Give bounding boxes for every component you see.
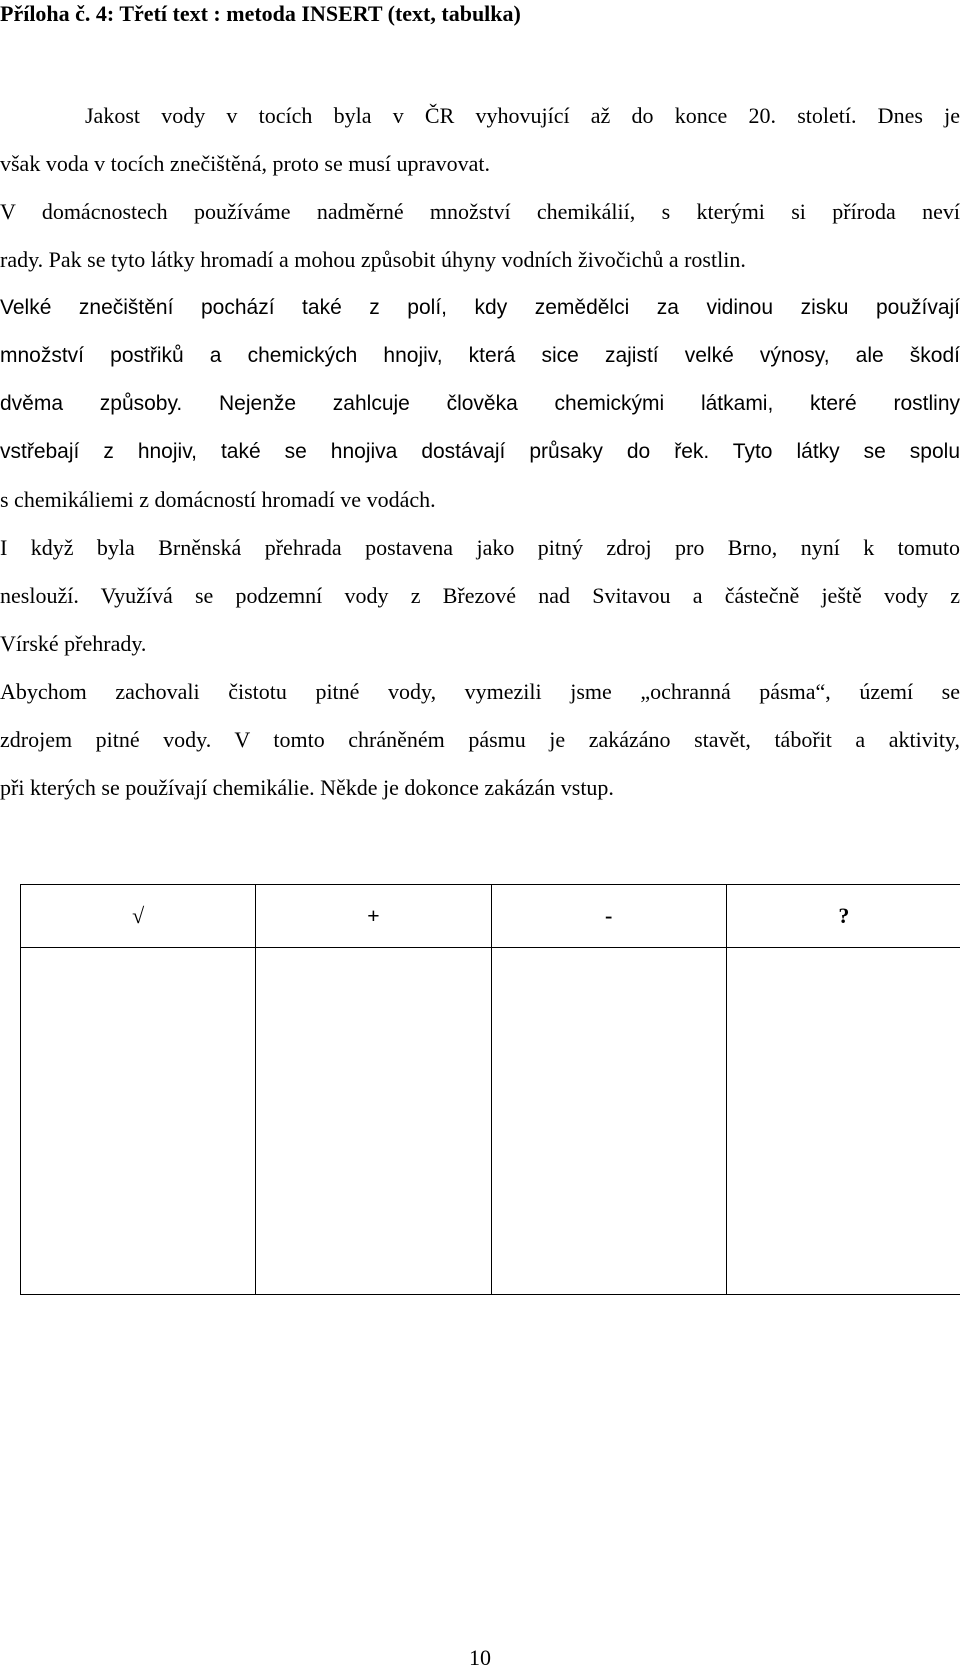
text-line: Jakost vody v tocích byla v ČR vyhovující až do konce 20. století. Dnes je — [85, 103, 960, 128]
page-heading: Příloha č. 4: Třetí text : metoda INSERT (text, tabulka) — [0, 1, 521, 26]
text-line: však voda v tocích znečištěná, proto se musí upravovat. — [0, 151, 490, 176]
table-cell-check — [21, 948, 256, 1295]
table-cell-question — [726, 948, 960, 1295]
text-line: dvěma způsoby. Nejenže zahlcuje člověka chemickými látkami, které rostliny — [0, 392, 960, 415]
text-line: neslouží. Využívá se podzemní vody z Březové nad Svitavou a částečně ještě vody z — [0, 583, 960, 608]
text-line: množství postřiků a chemických hnojiv, která sice zajistí velké výnosy, ale škodí — [0, 344, 960, 367]
insert-table — [20, 884, 960, 1295]
header-check: √ — [21, 885, 256, 948]
text-line: vstřebají z hnojiv, také se hnojiva dostávají průsaky do řek. Tyto látky se spolu — [0, 440, 960, 463]
header-plus: + — [256, 885, 491, 948]
article-text — [0, 92, 960, 812]
table-header-row — [21, 885, 960, 948]
table-row — [21, 948, 960, 1295]
text-line: s chemikáliemi z domácností hromadí ve vodách. — [0, 487, 436, 512]
text-line: zdrojem pitné vody. V tomto chráněném pásmu je zakázáno stavět, tábořit a aktivity, — [0, 727, 960, 752]
table-cell-minus — [491, 948, 726, 1295]
header-question: ? — [726, 885, 960, 948]
text-line: Vírské přehrady. — [0, 631, 147, 656]
text-line: rady. Pak se tyto látky hromadí a mohou způsobit úhyny vodních živočichů a rostlin. — [0, 247, 746, 272]
text-line: při kterých se používají chemikálie. Někde je dokonce zakázán vstup. — [0, 775, 614, 800]
text-line: Velké znečištění pochází také z polí, kdy zemědělci za vidinou zisku používají — [0, 296, 960, 319]
text-line: V domácnostech používáme nadměrné množství chemikálií, s kterými si příroda neví — [0, 199, 960, 224]
page-number: 10 — [469, 1645, 491, 1670]
text-line: Abychom zachovali čistotu pitné vody, vymezili jsme „ochranná pásma“, území se — [0, 679, 960, 704]
text-line: I když byla Brněnská přehrada postavena jako pitný zdroj pro Brno, nyní k tomuto — [0, 535, 960, 560]
table-cell-plus — [256, 948, 491, 1295]
header-minus: - — [491, 885, 726, 948]
